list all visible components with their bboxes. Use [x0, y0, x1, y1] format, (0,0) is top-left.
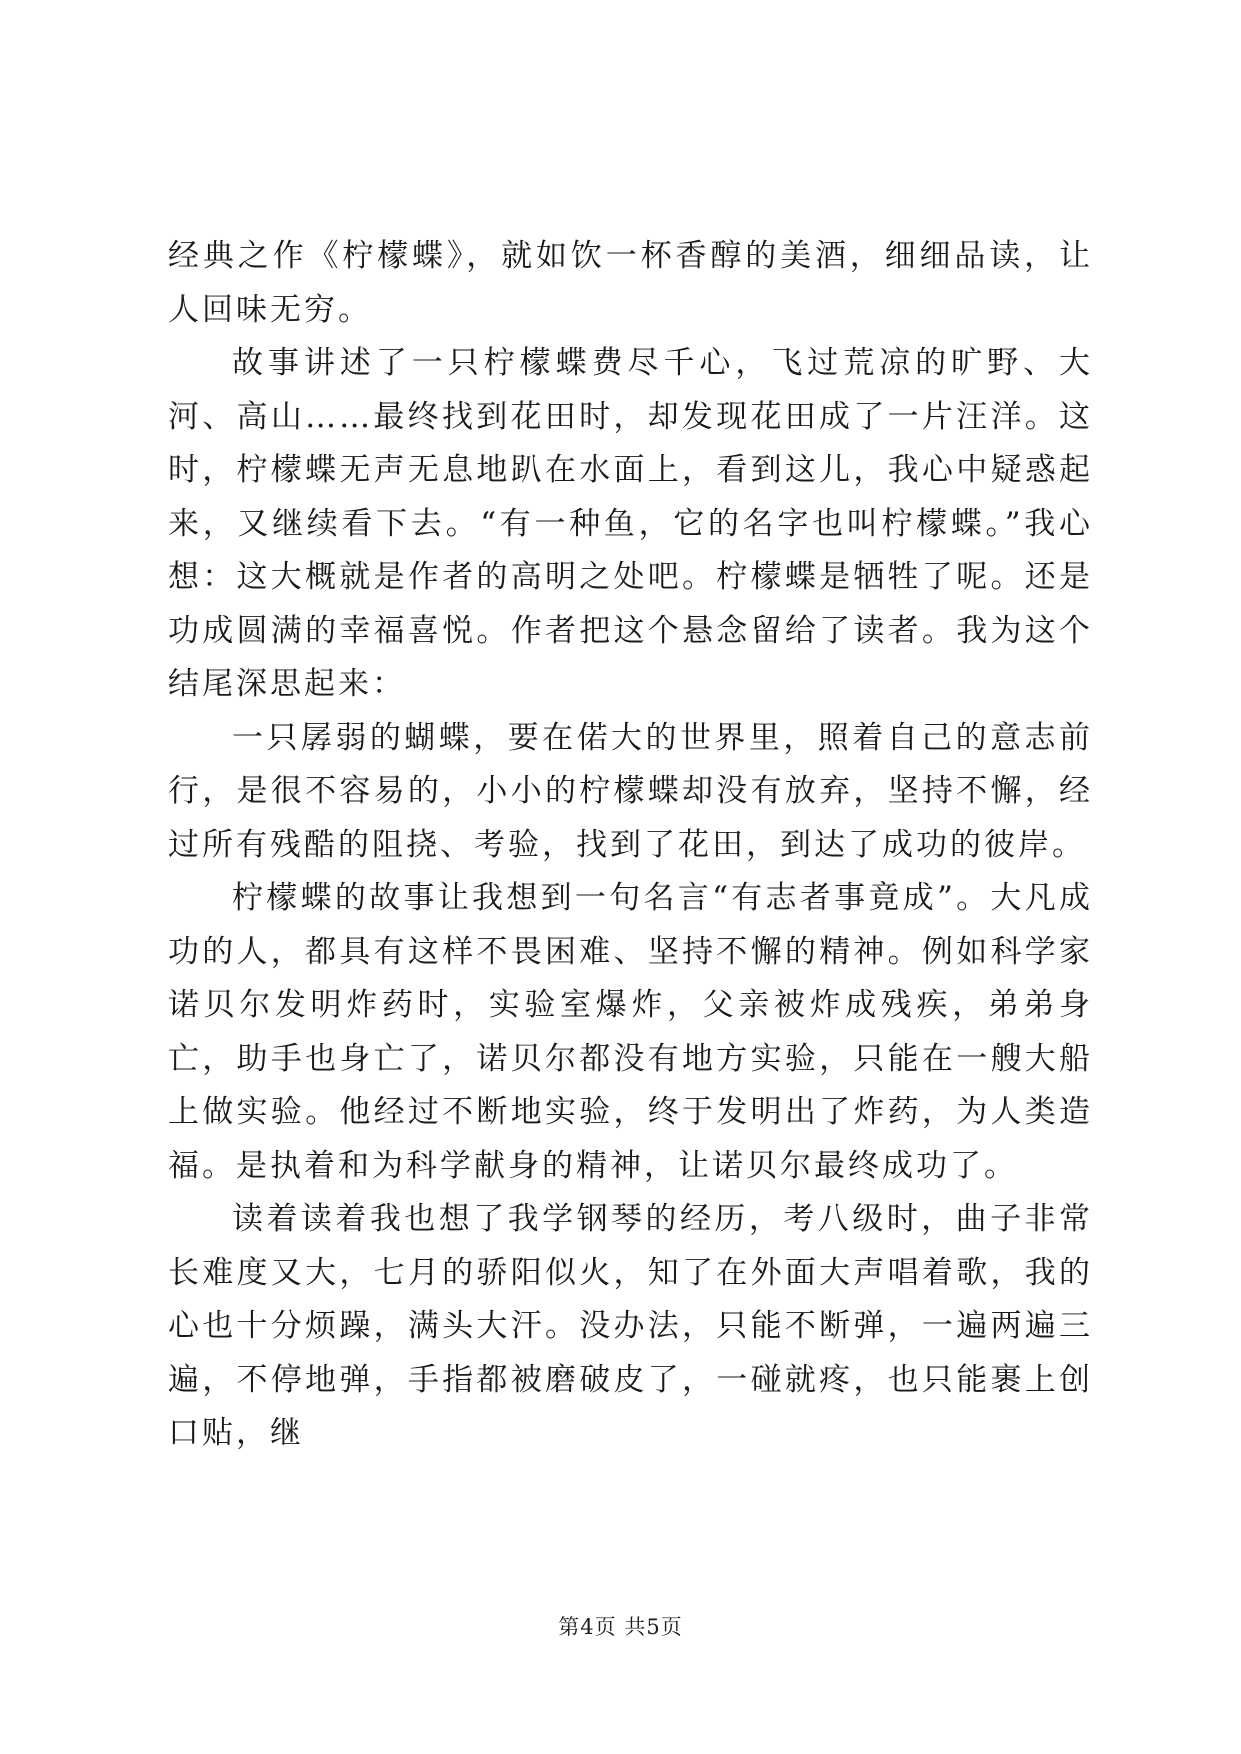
body-text [168, 230, 1093, 1461]
paragraph-nobel-example: 柠檬蝶的故事让我想到一句名言“有志者事竟成”。大凡成功的人，都具有这样不畏困难、坚持不懈的精神。例如科学家诺贝尔发明炸药时，实验室爆炸，父亲被炸成残疾，弟弟身亡，助手也身亡了，诺贝尔都没有地方实验，只能在一艘大船上做实验。他经过不断地实验，终于发明出了炸药，为人类造福。是执着和为科学献身的精神，让诺贝尔最终成功了。 [168, 880, 1093, 1184]
paragraph-story-summary: 故事讲述了一只柠檬蝶费尽千心，飞过荒凉的旷野、大河、高山……最终找到花田时，却发现花田成了一片汪洋。这时，柠檬蝶无声无息地趴在水面上，看到这儿，我心中疑惑起来，又继续看下去。“有一种鱼，它的名字也叫柠檬蝶。”我心想：这大概就是作者的高明之处吧。柠檬蝶是牺牲了呢。还是功成圆满的幸福喜悦。作者把这个悬念留给了读者。我为这个结尾深思起来： [168, 345, 1093, 702]
paragraph-butterfly-reflection: 一只孱弱的蝴蝶，要在偌大的世界里，照着自己的意志前行，是很不容易的，小小的柠檬蝶却没有放弃，坚持不懈，经过所有残酷的阻挠、考验，找到了花田，到达了成功的彼岸。 [168, 719, 1093, 863]
paragraph-piano-experience: 读着读着我也想了我学钢琴的经历，考八级时，曲子非常长难度又大，七月的骄阳似火，知了在外面大声唱着歌，我的心也十分烦躁，满头大汗。没办法，只能不断弹，一遍两遍三遍，不停地弹，手指都被磨破皮了，一碰就疼，也只能裹上创口贴，继 [168, 1201, 1093, 1451]
page-number-footer: 第4页 共5页 [558, 1615, 683, 1639]
paragraph-continuation: 经典之作《柠檬蝶》，就如饮一杯香醇的美酒，细细品读，让人回味无穷。 [168, 238, 1093, 328]
